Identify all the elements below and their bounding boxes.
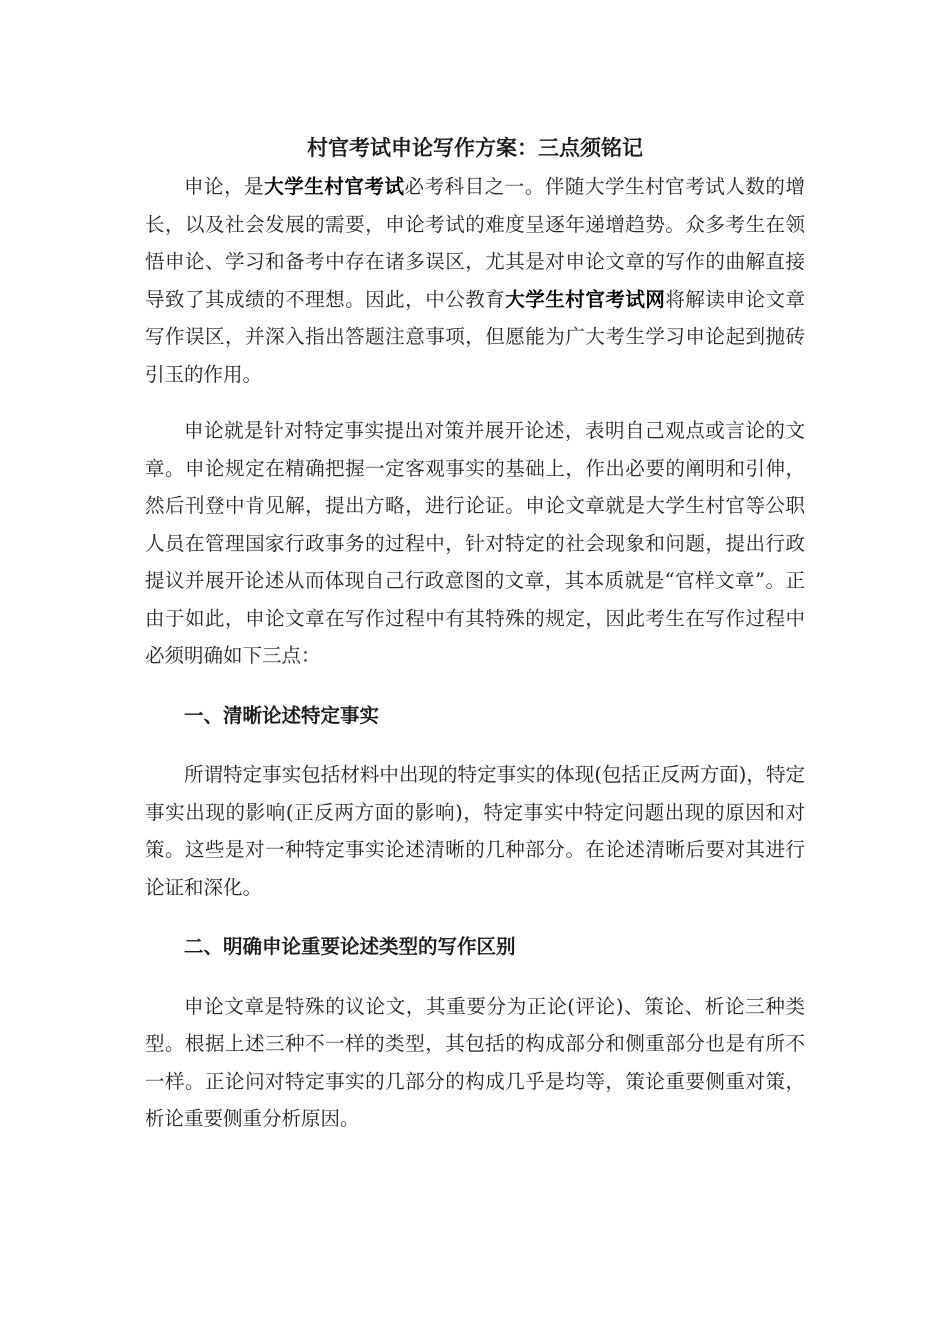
definition-paragraph: 申论就是针对特定事实提出对策并展开论述，表明自己观点或言论的文章。申论规定在精确把握一定客观事实的基础上，作出必要的阐明和引伸，然后刊登中肯见解，提出方略，进行论证。申论文章就是大学生村官等公职人员在管理国家行政事务的过程中，针对特定的社会现象和问题，提出行政提议并展开论述从而体现自己行政意图的文章，其本质就是“官样文章”。正由于如此，申论文章在写作过程中有其特殊的规定，因此考生在写作过程中必须明确如下三点： (145, 419, 805, 667)
spacer (145, 734, 805, 756)
section-2-body: 申论文章是特殊的议论文，其重要分为正论(评论)、策论、析论三种类型。根据上述三种不一样的类型，其包括的构成部分和侧重部分也是有所不一样。正论问对特定事实的几部分的构成几乎是均等，策论重要侧重对策，析论重要侧重分析原因。 (145, 994, 805, 1130)
spacer (145, 675, 805, 697)
intro-paragraph (145, 168, 805, 393)
village-exam-site-keyword[interactable]: 大学生村官考试网 (505, 287, 666, 311)
section-2-heading: 二、明确申论重要论述类型的写作区别 (184, 935, 516, 958)
section-1-heading: 一、清晰论述特定事实 (184, 703, 380, 727)
village-exam-keyword[interactable]: 大学生村官考试 (264, 175, 405, 198)
document-title: 村官考试申论写作方案：三点须铭记 (307, 136, 643, 160)
intro-text-3: 将解读申论文章写作误区，并深入指出答题注意事项，但愿能为广大考生学习申论起到抛砖引玉的作用。 (145, 287, 805, 386)
section-1-body: 所谓特定事实包括材料中出现的特定事实的体现(包括正反两方面)，特定事实出现的影响(正反两方面的影响)，特定事实中特定问题出现的原因和对策。这些是对一种特定事实论述清晰的几种部分。在论述清晰后要对其进行论证和深化。 (145, 763, 805, 899)
spacer (145, 966, 805, 988)
spacer (145, 906, 805, 928)
intro-text-2: 必考科目之一。伴随大学生村官考试人数的增长，以及社会发展的需要，申论考试的难度呈逐年递增趋势。众多考生在领悟申论、学习和备考中存在诸多误区，尤其是对申论文章的写作的曲解直接导致了其成绩的不理想。因此，中公教育 (145, 175, 805, 311)
document-page (145, 128, 805, 1138)
spacer (145, 393, 805, 412)
intro-text-1: 申论，是 (184, 175, 265, 198)
